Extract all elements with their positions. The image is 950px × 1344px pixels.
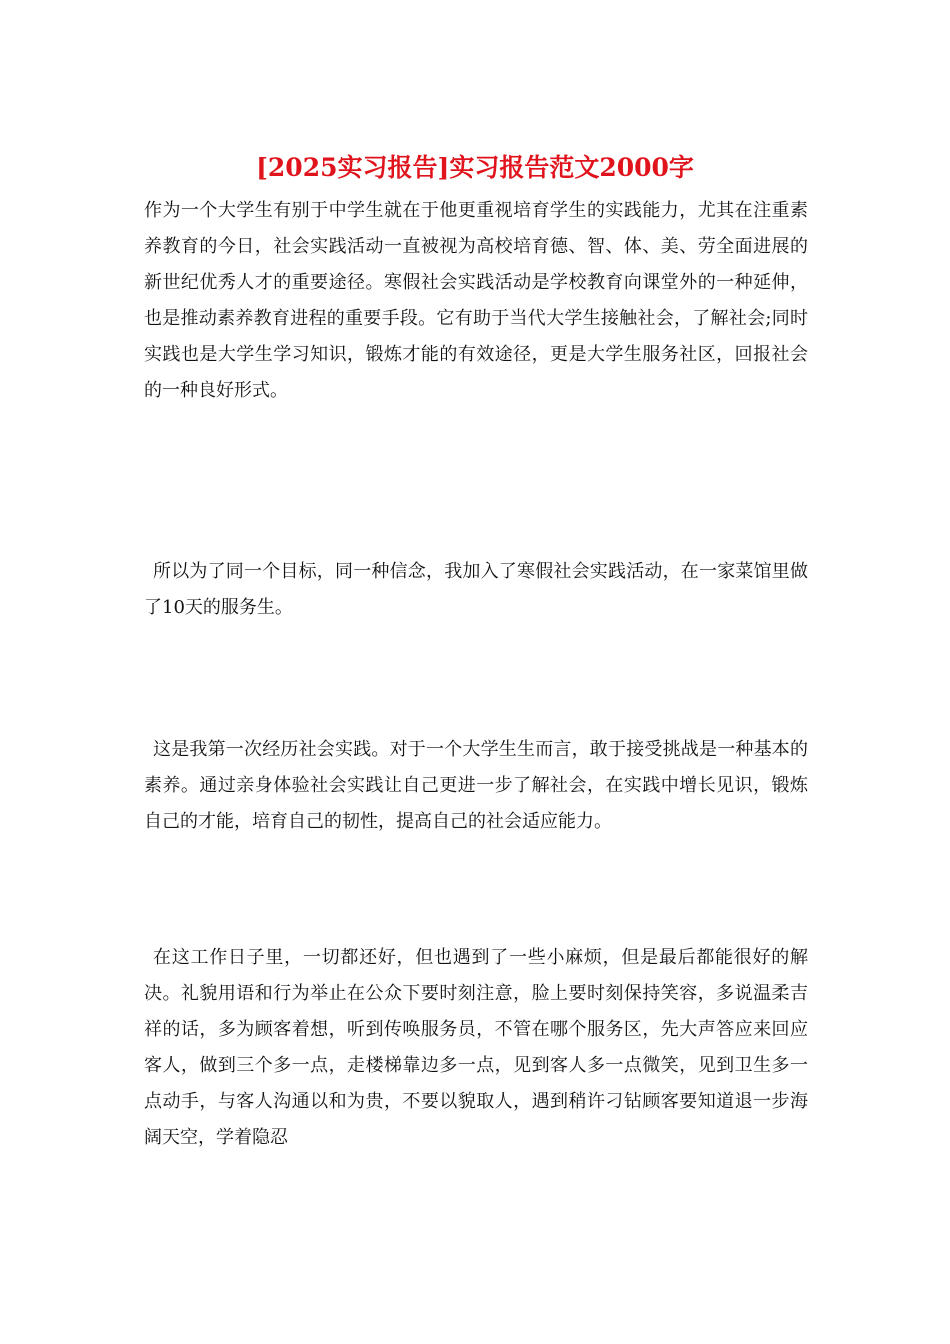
paragraph-join-activity: 所以为了同一个目标，同一种信念，我加入了寒假社会实践活动，在一家菜馆里做了10天的服务生。: [144, 561, 808, 618]
document-title: [2025实习报告]实习报告范文2000字: [256, 153, 694, 182]
paragraph-first-experience: 这是我第一次经历社会实践。对于一个大学生生而言，敢于接受挑战是一种基本的素养。通过亲身体验社会实践让自己更进一步了解社会，在实践中增长见识，锻炼自己的才能，培育自己的韧性，提高自己的社会适应能力。: [144, 739, 808, 832]
paragraph-work-days: 在这工作日子里，一切都还好，但也遇到了一些小麻烦，但是最后都能很好的解决。礼貌用语和行为举止在公众下要时刻注意，脸上要时刻保持笑容，多说温柔吉祥的话，多为顾客着想，听到传唤服务员，不管在哪个服务区，先大声答应来回应客人，做到三个多一点，走楼梯靠边多一点，见到客人多一点微笑，见到卫生多一点动手，与客人沟通以和为贵，不要以貌取人，遇到稍许刁钻顾客要知道退一步海阔天空，学着隐忍: [144, 947, 808, 1148]
paragraph-intro: 作为一个大学生有别于中学生就在于他更重视培育学生的实践能力，尤其在注重素养教育的今日，社会实践活动一直被视为高校培育德、智、体、美、劳全面进展的新世纪优秀人才的重要途径。寒假社会实践活动是学校教育向课堂外的一种延伸，也是推动素养教育进程的重要手段。它有助于当代大学生接触社会，了解社会;同时实践也是大学生学习知识，锻炼才能的有效途径，更是大学生服务社区，回报社会的一种良好形式。: [144, 200, 808, 401]
